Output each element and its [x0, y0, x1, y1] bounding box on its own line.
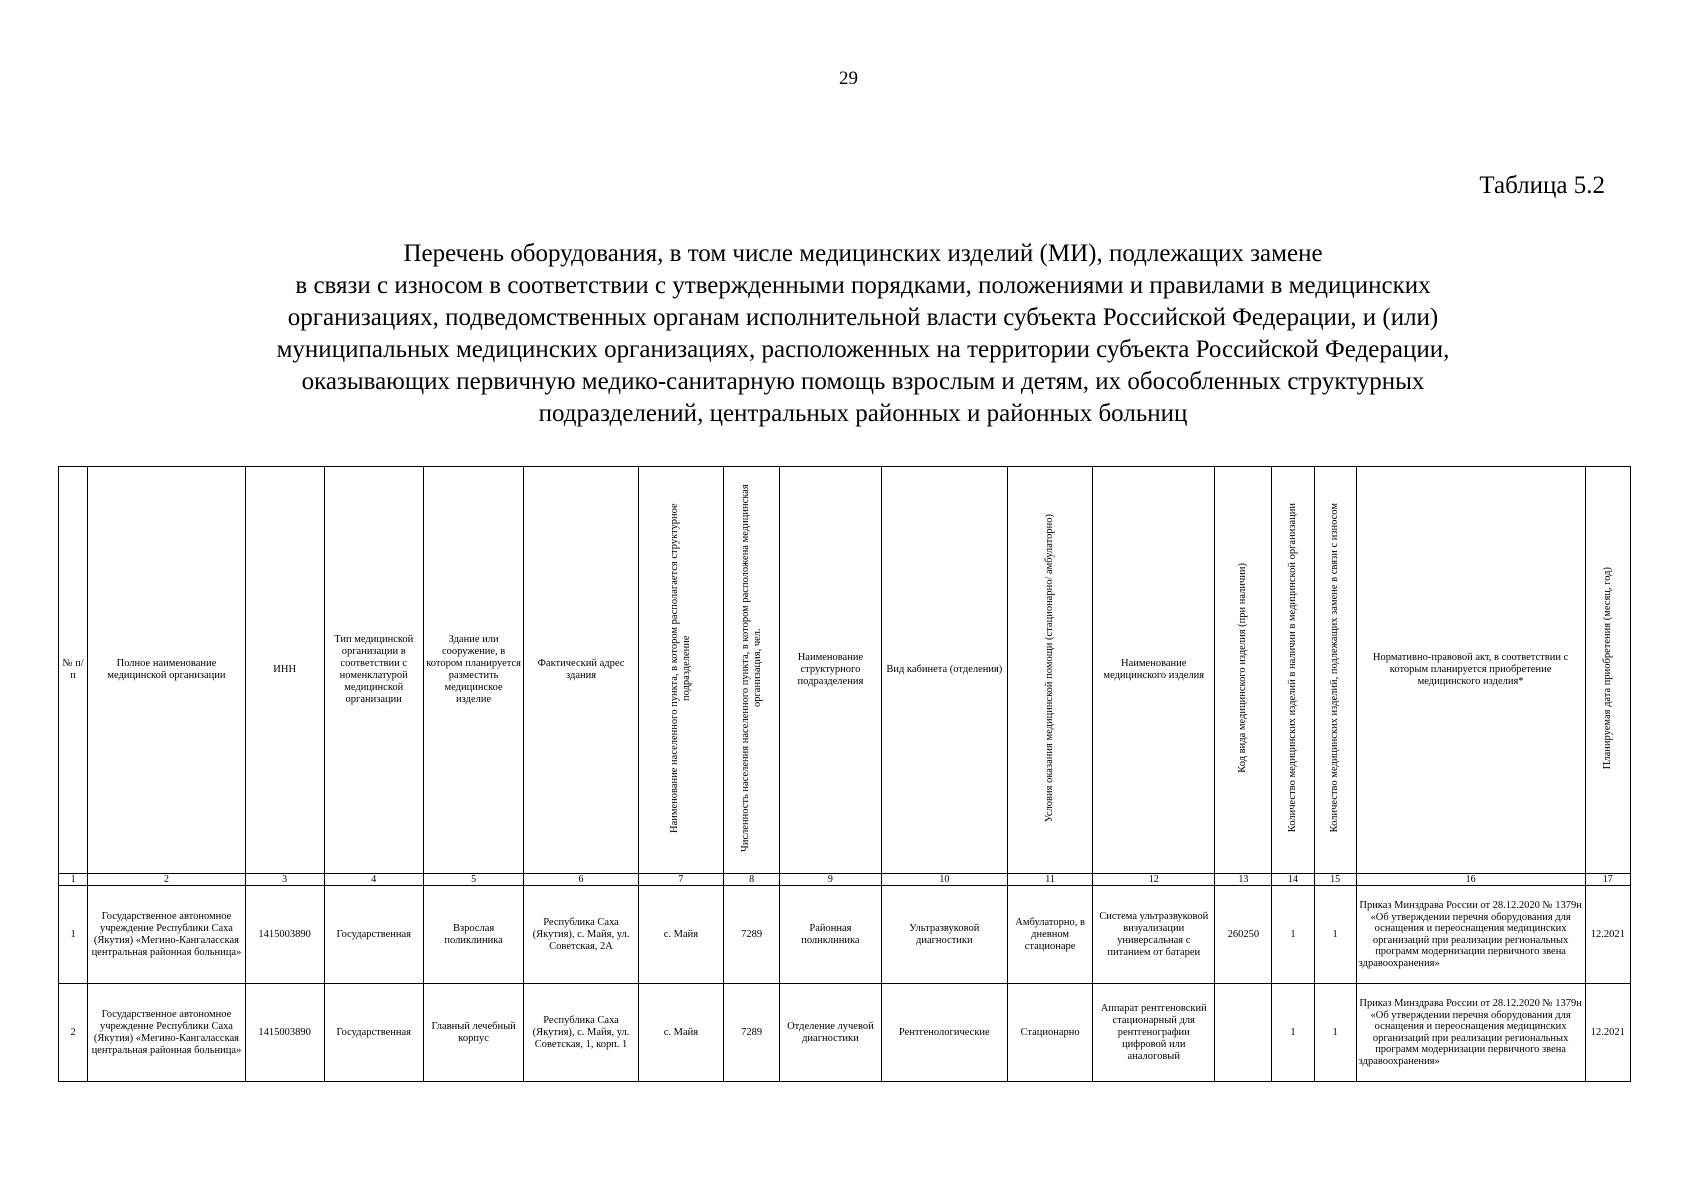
table-cell: Приказ Минздрава России от 28.12.2020 № 1379н «Об утверждении перечня оборудования для оснащения и переоснащения медицинских организаций при реализации региональных программ модернизации первичного звена здравоохранения» [1356, 984, 1585, 1082]
table-cell: 12.2021 [1585, 984, 1630, 1082]
table-cell: с. Майя [638, 886, 723, 984]
table-cell: 7289 [724, 886, 780, 984]
column-number: 12 [1093, 874, 1215, 886]
page-number: 29 [839, 68, 858, 89]
table-cell: Рентгенологические [881, 984, 1007, 1082]
equipment-table [58, 466, 1631, 1082]
table-row [59, 886, 1631, 984]
table-cell: 1415003890 [245, 886, 324, 984]
header-cell-label: Количество медицинских изделий в наличии в медицинской организации [1287, 503, 1299, 833]
header-cell [1314, 467, 1356, 874]
column-number-row [59, 874, 1631, 886]
column-number: 4 [324, 874, 423, 886]
header-cell: Наименование структурного подразделения [780, 467, 881, 874]
header-cell: Вид кабинета (отделения) [881, 467, 1007, 874]
header-cell [1007, 467, 1092, 874]
column-number: 17 [1585, 874, 1630, 886]
table-cell: 1415003890 [245, 984, 324, 1082]
column-number: 15 [1314, 874, 1356, 886]
title-line: организациях, подведомственных органам исполнительной власти субъекта Российской Федерации, и (или) [287, 304, 1439, 331]
table-cell: Стационарно [1007, 984, 1092, 1082]
table-cell: 1 [1314, 886, 1356, 984]
header-cell [1215, 467, 1272, 874]
table-cell: 1 [1272, 886, 1314, 984]
header-cell: Фактический адрес здания [524, 467, 638, 874]
header-cell [1585, 467, 1630, 874]
column-number: 2 [88, 874, 246, 886]
column-number: 8 [724, 874, 780, 886]
table-cell: Государственное автономное учреждение Республики Саха (Якутия) «Мегино-Кангаласская центральная районная больница» [88, 886, 246, 984]
table-cell: Главный лечебный корпус [423, 984, 523, 1082]
table-cell: с. Майя [638, 984, 723, 1082]
column-number: 10 [881, 874, 1007, 886]
title-line: в связи с износом в соответствии с утвержденными порядками, положениями и правилами в медицинских [295, 272, 1431, 299]
table-cell: Республика Саха (Якутия), с. Майя, ул. Советская, 1, корп. 1 [524, 984, 638, 1082]
column-number: 9 [780, 874, 881, 886]
table-cell: Районная поликлиника [780, 886, 881, 984]
column-number: 1 [59, 874, 88, 886]
table-cell: 1 [1272, 984, 1314, 1082]
title-line: оказывающих первичную медико-санитарную помощь взрослым и детям, их обособленных структурных [301, 368, 1425, 395]
header-cell: Наименование медицинского изделия [1093, 467, 1215, 874]
table-cell: 12.2021 [1585, 886, 1630, 984]
table-cell: 1 [59, 886, 88, 984]
table-cell: Отделение лучевой диагностики [780, 984, 881, 1082]
document-title [120, 238, 1606, 430]
header-cell: Здание или сооружение, в котором планируется разместить медицинское изделие [423, 467, 523, 874]
table-cell: 2 [59, 984, 88, 1082]
table-cell: Амбулаторно, в дневном стационаре [1007, 886, 1092, 984]
header-cell: Тип медицинской организации в соответствии с номенклатурой медицинской организации [324, 467, 423, 874]
table-cell: 1 [1314, 984, 1356, 1082]
header-cell [1272, 467, 1314, 874]
table-cell: Республика Саха (Якутия), с. Майя, ул. Советская, 2А [524, 886, 638, 984]
column-number: 11 [1007, 874, 1092, 886]
table-cell: Взрослая поликлиника [423, 886, 523, 984]
header-cell-label: Условия оказания медицинской помощи (стационарно/ амбулаторно) [1044, 513, 1056, 823]
table-cell: Аппарат рентгеновский стационарный для рентгенографии цифровой или аналоговый [1093, 984, 1215, 1082]
header-cell [638, 467, 723, 874]
column-number: 16 [1356, 874, 1585, 886]
table-cell: 260250 [1215, 886, 1272, 984]
column-number: 7 [638, 874, 723, 886]
header-cell-label: Код вида медицинского изделия (при наличии) [1237, 563, 1249, 773]
column-number: 13 [1215, 874, 1272, 886]
header-cell-label: Численность населения населенного пункта, в котором расположена медицинская организация, чел. [739, 484, 763, 852]
header-cell: ИНН [245, 467, 324, 874]
column-number: 5 [423, 874, 523, 886]
header-cell [724, 467, 780, 874]
table-cell [1215, 984, 1272, 1082]
column-number: 3 [245, 874, 324, 886]
table-row [59, 984, 1631, 1082]
header-cell-label: Количество медицинских изделий, подлежащих замене в связи с износом [1329, 503, 1341, 833]
column-number: 6 [524, 874, 638, 886]
table-cell: Государственное автономное учреждение Республики Саха (Якутия) «Мегино-Кангаласская центральная районная больница» [88, 984, 246, 1082]
table-cell: Государственная [324, 984, 423, 1082]
header-cell-label: Планируемая дата приобретения (месяц, год) [1601, 566, 1613, 770]
table-cell: Система ультразвуковой визуализации универсальная с питанием от батареи [1093, 886, 1215, 984]
title-line: Перечень оборудования, в том числе медицинских изделий (МИ), подлежащих замене [403, 240, 1323, 267]
table-cell: 7289 [724, 984, 780, 1082]
header-cell: Полное наименование медицинской организации [88, 467, 246, 874]
table-cell: Государственная [324, 886, 423, 984]
table-header-row [59, 467, 1631, 874]
header-cell: Нормативно-правовой акт, в соответствии с которым планируется приобретение медицинского изделия* [1356, 467, 1585, 874]
table-cell: Приказ Минздрава России от 28.12.2020 № 1379н «Об утверждении перечня оборудования для оснащения и переоснащения медицинских организаций при реализации региональных программ модернизации первичного звена здравоохранения» [1356, 886, 1585, 984]
table-label: Таблица 5.2 [1479, 172, 1605, 199]
title-line: подразделений, центральных районных и районных больниц [538, 400, 1188, 427]
header-cell-label: Наименование населенного пункта, в котором располагается структурное подразделение [668, 503, 692, 833]
header-cell: № п/п [59, 467, 88, 874]
title-line: муниципальных медицинских организациях, расположенных на территории субъекта Российской Федерации, [276, 336, 1450, 363]
table-cell: Ультразвуковой диагностики [881, 886, 1007, 984]
column-number: 14 [1272, 874, 1314, 886]
